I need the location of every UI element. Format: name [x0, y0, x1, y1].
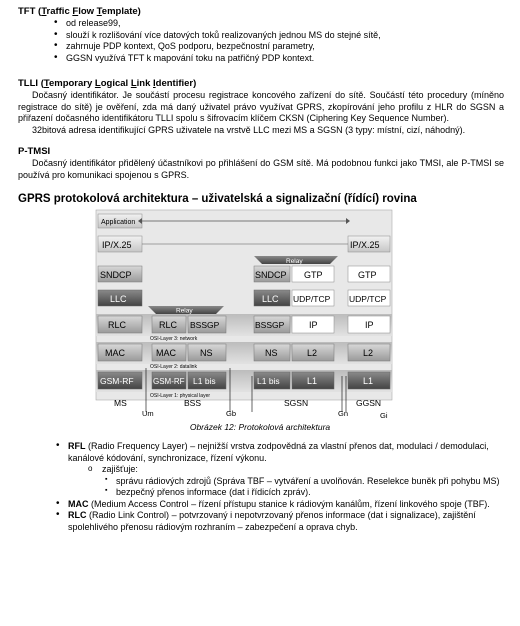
llc-label-sgsn: LLC — [262, 294, 279, 304]
rfl-definition: • RFL (Radio Frequency Layer) – nejnižší vrstva zodpovědná za vlastní přenos dat, modulaci / demodulaci, kanálové kódování, synchronizace, řízení výkonu. — [56, 440, 489, 463]
l2-label-ggsn: L2 — [363, 348, 374, 358]
node-label-bss: BSS — [184, 398, 202, 408]
l1-label-ggsn: L1 — [363, 376, 374, 386]
rlc-definition: • RLC (Radio Link Control) – potvrzovaný i nepotvrzovaný přenos informace (dat i signalizace), zajištění spolehlivého přenosu rádiovým rozhraním – zabezpečení a oprava chyb. — [56, 509, 476, 532]
tft-section — [18, 6, 504, 64]
l1bis-label-sgsn: L1 bis — [257, 376, 280, 386]
gsmrf-label-ms: GSM-RF — [100, 376, 134, 386]
gtp-label-ggsn: GTP — [358, 270, 377, 280]
sub-item: ▪ správu rádiových zdrojů (Správa TBF – vytváření a uvolňován. Reselekce buněk při pohybu MS) — [105, 475, 500, 486]
osi-layer-2-label: OSI-Layer 2: datalink — [150, 364, 197, 370]
tlli-paragraph: Dočasný identifikátor. Je součástí procesu registrace koncového zařízení do sítě. Součástí této procedury (míněno registrace do sítě) je ověření, zda má daný uživatel právo využívat GPRS, zkopírování jeho profilu z HLR do SGSN a přiřazení dočasného identifikátoru TLLI spolu s šifrovacím klíčem CKSN (Ciphering Key Sequence Number). — [18, 90, 504, 124]
udptcp-label-ggsn: UDP/TCP — [349, 294, 387, 304]
osi-layer-1-label: OSI-Layer 1: physical layer — [150, 393, 211, 399]
bssgp-label-sgsn: BSSGP — [255, 320, 285, 330]
bssgp-label-bss: BSSGP — [190, 320, 220, 330]
rlc-label-ms: RLC — [108, 320, 127, 330]
relay-sgsn-label: Relay — [286, 258, 303, 265]
llc-label-ms: LLC — [110, 294, 127, 304]
ptmsi-section — [18, 146, 504, 181]
ns-label-bss: NS — [200, 348, 213, 358]
tlli-paragraph-2: 32bitová adresa identifikující GPRS uživatele na vrstvě LLC mezi MS a SGSN (3 typy: místní, cizí, náhodný). — [32, 124, 466, 135]
interface-label-gn: Gn — [338, 409, 349, 418]
tlli-section — [18, 78, 504, 136]
ip-label-ggsn: IP — [365, 320, 374, 330]
section-title: GPRS protokolová architektura – uživatelská a signalizační (řídící) rovina — [18, 193, 417, 205]
osi-layer-3-label: OSI-Layer 3: network — [150, 336, 198, 342]
gtp-label-sgsn: GTP — [304, 270, 323, 280]
sndcp-label-sgsn: SNDCP — [255, 270, 287, 280]
figure-caption: Obrázek 12: Protokolová architektura — [189, 422, 331, 432]
protocol-architecture-diagram — [94, 208, 394, 420]
node-label-ggsn: GGSN — [356, 398, 382, 408]
relay-bss-label: Relay — [176, 307, 193, 315]
ptmsi-heading: P-TMSI — [18, 146, 51, 157]
sndcp-label-ms: SNDCP — [100, 270, 132, 280]
l1bis-label-bss: L1 bis — [193, 376, 216, 386]
mac-definition: • MAC (Medium Access Control – řízení přístupu stanice k rádiovým kanálům, řízení linkového spoje (TBF). — [56, 497, 490, 509]
udptcp-label-sgsn: UDP/TCP — [293, 294, 331, 304]
application-label: Application — [101, 219, 136, 226]
definitions-section — [18, 441, 504, 533]
ensures-item: o zajišťuje: — [88, 464, 138, 475]
ptmsi-paragraph: Dočasný identifikátor přidělený účastníkovi po přihlášení do GSM sítě. Má podobnou funkci jako TMSI, ale P-TMSI se používá pro komunikaci spojenou s GPRS. — [18, 158, 504, 180]
node-label-sgsn: SGSN — [284, 398, 309, 408]
tft-list — [18, 18, 504, 64]
list-item: • zahrnuje PDP kontext, QoS podporu, bezpečnostní parametry, — [18, 41, 504, 53]
ipx25-label-ggsn: IP/X.25 — [350, 240, 380, 250]
mac-label-bss: MAC — [156, 348, 176, 358]
tft-heading: TFT (Traffic Flow Template) — [18, 6, 141, 17]
interface-label-gb: Gb — [226, 409, 237, 418]
sub-item: ▪ bezpečný přenos informace (dat i řídicích zpráv). — [105, 487, 311, 498]
l2-label-sgsn: L2 — [307, 348, 318, 358]
interface-label-gi: Gi — [380, 411, 388, 420]
ns-label-sgsn: NS — [265, 348, 278, 358]
l1-label-sgsn: L1 — [307, 376, 318, 386]
ipx25-label-ms: IP/X.25 — [102, 240, 132, 250]
node-label-ms: MS — [114, 398, 127, 408]
tlli-heading: TLLI (Temporary Logical Link Identifier) — [18, 78, 197, 89]
list-item: • od release99, — [18, 18, 504, 30]
gsmrf-label-bss: GSM-RF — [153, 377, 185, 386]
list-item: • slouží k rozlišování více datových toků realizovaných jednou MS do stejné sítě, — [18, 30, 504, 42]
interface-label-um: Um — [142, 409, 154, 418]
mac-label-ms: MAC — [105, 348, 125, 358]
rlc-label-bss: RLC — [159, 320, 178, 330]
list-item: • GGSN využívá TFT k mapování toku na patřičný PDP kontext. — [18, 53, 504, 65]
ip-label-sgsn: IP — [309, 320, 318, 330]
